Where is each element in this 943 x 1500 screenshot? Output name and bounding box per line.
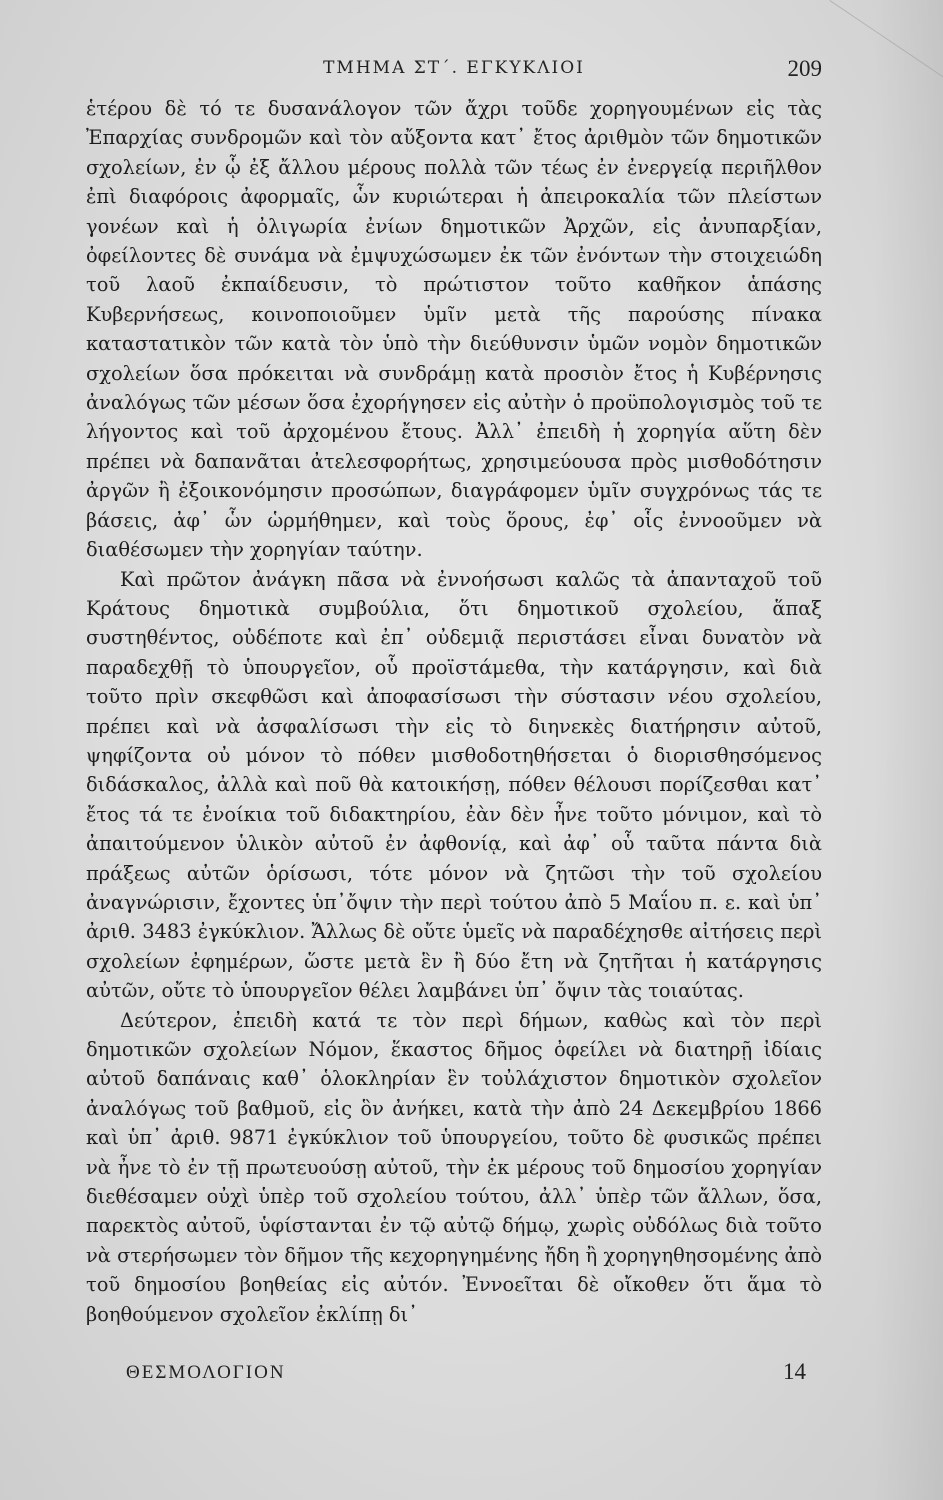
- paragraph-1: ἑτέρου δὲ τό τε δυσανάλογον τῶν ἄχρι τοῦδε χορηγουμένων εἰς τὰς Ἐπαρχίας συνδρομῶν καὶ τὸν αὔξοντα κατ᾿ ἔτος ἀριθμὸν τῶν δημοτικῶν σχολείων, ἐν ᾧ ἐξ ἄλλου μέρους πολλὰ τῶν τέως ἐν ἐνεργείᾳ περιῆλθον ἐπὶ διαφόροις ἀφορμαῖς, ὧν κυριώτεραι ἡ ἀπειροκαλία τῶν πλείστων γονέων καὶ ἡ ὀλιγωρία ἐνίων δημοτικῶν Ἀρχῶν, εἰς ἀνυπαρξίαν, ὀφείλοντες δὲ συνάμα νὰ ἐμψυχώσωμεν ἐκ τῶν ἐνόντων τὴν στοιχειώδη τοῦ λαοῦ ἐκπαίδευσιν, τὸ πρώτιστον τοῦτο καθῆκον ἁπάσης Κυβερνήσεως, κοινοποιοῦμεν ὑμῖν μετὰ τῆς παρούσης πίνακα καταστατικὸν τῶν κατὰ τὸν ὑπὸ τὴν διεύθυνσιν ὑμῶν νομὸν δημοτικῶν σχολείων ὅσα πρόκειται νὰ συνδράμῃ κατὰ προσιὸν ἔτος ἡ Κυβέρνησις ἀναλόγως τῶν μέσων ὅσα ἐχορήγησεν εἰς αὐτὴν ὁ προϋπολογισμὸς τοῦ τε λήγοντος καὶ τοῦ ἀρχομένου ἔτους. Ἀλλ᾿ ἐπειδὴ ἡ χορηγία αὕτη δὲν πρέπει νὰ δαπανᾶται ἀτελεσφορήτως, χρησιμεύουσα πρὸς μισθοδότησιν ἀργῶν ἢ ἐξοικονόμησιν προσώπων, διαγράφομεν ὑμῖν συγχρόνως τάς τε βάσεις, ἀφ᾿ ὧν ὡρμήθημεν, καὶ τοὺς ὅρους, ἐφ᾿ οἷς ἐννοοῦμεν νὰ διαθέσωμεν τὴν χορηγίαν ταύτην.: [86, 97, 822, 562]
- sheet-number: 14: [783, 1359, 806, 1384]
- printer-signature: ΘΕΣΜΟΛΟΓΙΟΝ: [126, 1362, 286, 1383]
- page-number: 209: [787, 56, 822, 81]
- page-edge-shadow: [873, 0, 943, 1500]
- body-text: [86, 94, 822, 1329]
- paragraph-2: Καὶ πρῶτον ἀνάγκη πᾶσα νὰ ἐννοήσωσι καλῶς τὰ ἁπανταχοῦ τοῦ Κράτους δημοτικὰ συμβούλια, ὅτι δημοτικοῦ σχολείου, ἅπαξ συστηθέντος, οὐδέποτε καὶ ἐπ᾿ οὐδεμιᾷ περιστάσει εἶναι δυνατὸν νὰ παραδεχθῇ τὸ ὑπουργεῖον, οὗ προϊστάμεθα, τὴν κατάργησιν, καὶ διὰ τοῦτο πρὶν σκεφθῶσι καὶ ἀποφασίσωσι τὴν σύστασιν νέου σχολείου, πρέπει καὶ νὰ ἀσφαλίσωσι τὴν εἰς τὸ διηνεκὲς διατήρησιν αὐτοῦ, ψηφίζοντα οὐ μόνον τὸ πόθεν μισθοδοτηθήσεται ὁ διορισθησόμενος διδάσκαλος, ἀλλὰ καὶ ποῦ θὰ κατοικήσῃ, πόθεν θέλουσι πορίζεσθαι κατ᾿ ἔτος τά τε ἐνοίκια τοῦ διδακτηρίου, ἐὰν δὲν ἦνε τοῦτο μόνιμον, καὶ τὸ ἀπαιτούμενον ὑλικὸν αὐτοῦ ἐν ἀφθονίᾳ, καὶ ἀφ᾿ οὗ ταῦτα πάντα διὰ πράξεως αὐτῶν ὁρίσωσι, τότε μόνον νὰ ζητῶσι τὴν τοῦ σχολείου ἀναγνώρισιν, ἔχοντες ὑπ᾿ὄψιν τὴν περὶ τούτου ἀπὸ 5 Μαΐου π. ε. καὶ ὑπ᾿ ἀριθ. 3483 ἐγκύκλιον. Ἄλλως δὲ οὔτε ὑμεῖς νὰ παραδέχησθε αἰτήσεις περὶ σχολείων ἐφημέρων, ὥστε μετὰ ἓν ἢ δύο ἔτη νὰ ζητῆται ἡ κατάργησις αὐτῶν, οὔτε τὸ ὑπουργεῖον θέλει λαμβάνει ὑπ᾿ ὄψιν τὰς τοιαύτας.: [86, 567, 822, 1003]
- page-header: [86, 58, 822, 90]
- page-footer: [126, 1359, 806, 1398]
- running-head: ΤΜΗΜΑ ΣΤ΄. ΕΓΚΥΚΛΙΟΙ: [323, 58, 585, 78]
- paragraph-3: Δεύτερον, ἐπειδὴ κατά τε τὸν περὶ δήμων, καθὼς καὶ τὸν περὶ δημοτικῶν σχολείων Νόμον, ἕκαστος δῆμος ὀφείλει νὰ διατηρῇ ἰδίαις αὐτοῦ δαπάναις καθ᾿ ὁλοκληρίαν ἓν τοὐλάχιστον δημοτικὸν σχολεῖον ἀναλόγως τοῦ βαθμοῦ, εἰς ὃν ἀνήκει, κατὰ τὴν ἀπὸ 24 Δεκεμβρίου 1866 καὶ ὑπ᾿ ἀριθ. 9871 ἐγκύκλιον τοῦ ὑπουργείου, τοῦτο δὲ φυσικῶς πρέπει νὰ ἦνε τὸ ἐν τῇ πρωτευούσῃ αὐτοῦ, τὴν ἐκ μέρους τοῦ δημοσίου χορηγίαν διεθέσαμεν οὐχὶ ὑπὲρ τοῦ σχολείου τούτου, ἀλλ᾿ ὑπὲρ τῶν ἄλλων, ὅσα, παρεκτὸς αὐτοῦ, ὑφίστανται ἐν τῷ αὐτῷ δήμῳ, χωρὶς οὐδόλως διὰ τοῦτο νὰ στερήσωμεν τὸν δῆμον τῆς κεχορηγημένης ἤδη ἢ χορηγηθησομένης ἀπὸ τοῦ δημοσίου βοηθείας εἰς αὐτόν. Ἐννοεῖται δὲ οἴκοθεν ὅτι ἅμα τὸ βοηθούμενον σχολεῖον ἐκλίπῃ δι᾿: [86, 1008, 822, 1326]
